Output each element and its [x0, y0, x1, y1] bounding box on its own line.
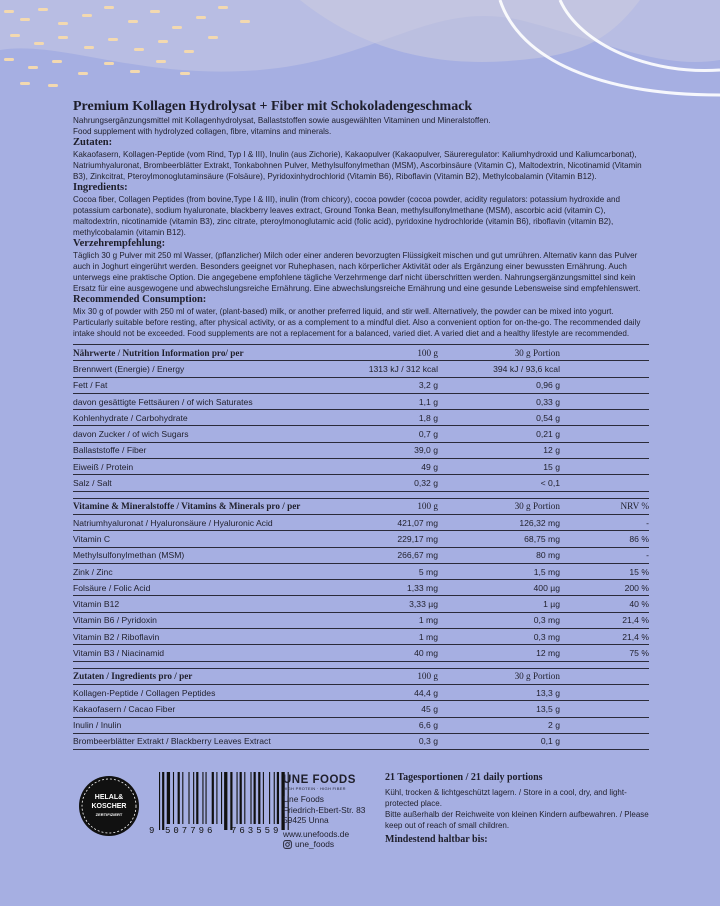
vitamins-header-row-cell: 30 g Portion [438, 498, 560, 514]
vitamins-row-cell: 1 µg [438, 596, 560, 612]
nutrition-row-cell [560, 393, 649, 409]
nutrition-row-cell: 49 g [343, 459, 438, 475]
consumption-heading: Recommended Consumption: [73, 294, 207, 305]
vitamins-row-cell: 68,75 mg [438, 531, 560, 547]
brand-logo: UNE FOODS [283, 774, 356, 786]
ingredients-row-cell [560, 733, 649, 749]
barcode-bar [221, 772, 222, 824]
badge-line2: KOSCHER [91, 803, 127, 810]
vitamins-row-cell: 266,67 mg [343, 547, 438, 563]
label-content [73, 99, 649, 750]
instagram-icon [283, 840, 292, 849]
children-text: Bitte außerhalb der Reichweite von kleinen Kindern aufbewahren. / Please keep out of reach of small children. [385, 810, 649, 830]
vitamins-row-cell: 1 mg [343, 629, 438, 645]
vitamins-row-cell: 1,5 mg [438, 563, 560, 579]
barcode-bar [274, 772, 275, 824]
nutrition-row [73, 442, 649, 458]
vitamins-row-cell: 21,4 % [560, 612, 649, 628]
website-link[interactable]: www.unefoods.de [283, 828, 350, 839]
nutrition-row-cell: 1313 kJ / 312 kcal [343, 361, 438, 377]
ingredients-row-cell [560, 701, 649, 717]
vitamins-row [73, 596, 649, 612]
ingredients-row-cell: Brombeerblätter Extrakt / Blackberry Leaves Extract [73, 733, 343, 749]
nutrition-row-cell: 39,0 g [343, 442, 438, 458]
barcode-bar [188, 772, 189, 824]
brand-tagline: HIGH PROTEIN · HIGH FIBER [283, 786, 346, 791]
barcode-bar [224, 772, 227, 830]
vitamins-row-cell: 40 % [560, 596, 649, 612]
vitamins-row-cell: 40 mg [343, 645, 438, 661]
vitamins-row-cell: Vitamin C [73, 531, 343, 547]
ingredients-row-cell: 2 g [438, 717, 560, 733]
barcode-bar [250, 772, 251, 824]
vitamins-row-cell: 1 mg [343, 612, 438, 628]
nutrition-row [73, 377, 649, 393]
instagram-handle[interactable] [283, 839, 383, 850]
vitamins-row-cell: 15 % [560, 563, 649, 579]
nutrition-row [73, 361, 649, 377]
nutrition-row [73, 475, 649, 491]
footer-area [73, 772, 649, 862]
nutrition-row-cell: 0,7 g [343, 426, 438, 442]
ingredients-row-cell [560, 717, 649, 733]
vitamins-row-cell: Vitamin B6 / Pyridoxin [73, 612, 343, 628]
barcode-bar [202, 772, 203, 824]
consumption-text: Mix 30 g of powder with 250 ml of water, (plant-based) milk, or another preferred liquid, and stir well. Alternatively, the powder can be mixed into yogurt. Particularly suitable before resting, after physical activity, or as a complement to a mindful diet. Also a convenient option for on-the-go. The recommended daily intake should not be exceeded. Food supplements are not a replacement for a balanced, varied diet. A varied diet and a healthy lifestyle are recommended. [73, 307, 641, 338]
nutrition-row [73, 426, 649, 442]
vitamins-row-cell: 21,4 % [560, 629, 649, 645]
nutrition-header-row-cell: 30 g Portion [438, 345, 560, 361]
vitamins-row-cell: 229,17 mg [343, 531, 438, 547]
nutrition-row-cell: 0,54 g [438, 410, 560, 426]
nutrition-header-row-cell: 100 g [343, 345, 438, 361]
vitamins-row-cell: - [560, 547, 649, 563]
vitamins-row-cell: Folsäure / Folic Acid [73, 580, 343, 596]
barcode-bar [240, 772, 242, 824]
nutrition-row [73, 410, 649, 426]
ingredients-row-cell: 44,4 g [343, 684, 438, 700]
nutrition-row-cell: < 0,1 [438, 475, 560, 491]
vitamins-row-cell: 5 mg [343, 563, 438, 579]
ingredients-row [73, 701, 649, 717]
nutrition-row-cell: davon gesättigte Fettsäuren / of wich Saturates [73, 393, 343, 409]
ingredients-row [73, 684, 649, 700]
nutrition-row-cell [560, 442, 649, 458]
storage-text: Kühl, trocken & lichtgeschützt lagern. / Store in a cool, dry, and light-protected place. [385, 788, 627, 808]
ingredients-row-cell: Kakaofasern / Cacao Fiber [73, 701, 343, 717]
barcode-bar [277, 772, 279, 824]
nutrition-row-cell [560, 361, 649, 377]
ingredients-text: Cocoa fiber, Collagen Peptides (from bovine,Type I & III), inulin (from chicory), cocoa powder (cocoa powder, acidity regulators: potassium hydroxide and potassium carbonate), sodium hyaluronate, blackberry leaves extract, Ground Tonka Bean, methylsulfonylmethane (MSM), ascorbic acid (vitamin C), maltodextrin, nicotinamide (vitamin B3), zinc citrate, pteroylmonoglutamic acid (folic acid), pyridoxine hydrochloride (vitamin B6), riboflavin (vitamin B2), methylcobalamin (vitamin B12). [73, 195, 621, 237]
vitamins-row-cell: 75 % [560, 645, 649, 661]
barcode-bar [216, 772, 217, 824]
ingredients-row-cell: 45 g [343, 701, 438, 717]
ingredients-heading: Ingredients: [73, 182, 128, 193]
vitamins-row-cell: 0,3 mg [438, 612, 560, 628]
nutrition-row [73, 393, 649, 409]
barcode-group1: 507796 [165, 826, 216, 836]
zutaten-text: Kakaofasern, Kollagen-Peptide (vom Rind, Typ I & III), Inulin (aus Zichorie), Kakaopulver (Kakaopulver, Säureregulator: Kaliumhydroxid und Kaliumcarbonat), Natriumhyaluronat, Brombeerblätter Extrakt, Tonkabohnen Pulver, Methylsulfonylmethan (MSM), Ascorbinsäure (Vitamin C), Maltodextrin, Nicotinamid (Vitamin B3), Zinkcitrat, Pteroylmonoglutaminsäure (Folsäure), Pyridoxinhydrochlorid (Vitamin B6), Riboflavin (Vitamin B2), Methylcobalamin (Vitamin B12). [73, 150, 642, 181]
vitamins-row-cell: Vitamin B12 [73, 596, 343, 612]
barcode-bar [230, 772, 232, 830]
halal-kosher-badge-icon [77, 774, 141, 838]
address-line-1: Une Foods [283, 794, 324, 804]
barcode-bar [173, 772, 174, 824]
vitamins-row-cell: 400 µg [438, 580, 560, 596]
nutrition-row-cell: davon Zucker / of wich Sugars [73, 426, 343, 442]
verzehr-heading: Verzehrempfehlung: [73, 238, 166, 249]
vitamins-row [73, 612, 649, 628]
ingredients-header-row [73, 668, 649, 684]
vitamins-row-cell: 12 mg [438, 645, 560, 661]
address-line-2: Friedrich-Ebert-Str. 83 [283, 804, 366, 815]
intro-de: Nahrungsergänzungsmittel mit Kollagenhydrolysat, Ballaststoffen sowie ausgewählten Vitaminen und Mineralstoffen. [73, 116, 491, 125]
vitamins-row-cell: 421,07 mg [343, 514, 438, 530]
ingredients-row-cell: Kollagen-Peptide / Collagen Peptides [73, 684, 343, 700]
nutrition-row-cell: Kohlenhydrate / Carbohydrate [73, 410, 343, 426]
vitamins-row [73, 514, 649, 530]
vitamins-header-row-cell: Vitamine & Mineralstoffe / Vitamins & Minerals pro / per [73, 498, 343, 514]
barcode-bar [237, 772, 238, 824]
vitamins-row-cell: 86 % [560, 531, 649, 547]
vitamins-row-cell: Methylsulfonylmethan (MSM) [73, 547, 343, 563]
vitamins-row-cell: 80 mg [438, 547, 560, 563]
ingredients-row-cell: 13,5 g [438, 701, 560, 717]
nutrition-row [73, 459, 649, 475]
ingredients-header-row-cell: 30 g Portion [438, 668, 560, 684]
nutrition-row-cell [560, 459, 649, 475]
nutrition-row-cell: Fett / Fat [73, 377, 343, 393]
nutrition-row-cell: 1,8 g [343, 410, 438, 426]
verzehr-text: Täglich 30 g Pulver mit 250 ml Wasser, (pflanzlicher) Milch oder einer anderen bevorzugten Flüssigkeit mischen und gut umrühren. Alternativ kann das Pulver auch in Joghurt eingerührt werden. Besonders geeignet vor Ruhephasen, nach körperlicher Aktivität oder als Ergänzung einer bewussten Ernährung. Auch unterwegs eine praktische Option. Die angegebene empfohlene tägliche Verzehrmenge darf nicht überschritten werden. Nahrungsergänzungsmittel sind kein Ersatz für eine ausgewogene und abwechslungsreiche Ernährung. Eine abwechslungsreiche Ernährung und eine gesunde Lebensweise sind empfehlenswert. [73, 251, 641, 293]
brand-block [283, 774, 383, 850]
nutrition-row-cell: 15 g [438, 459, 560, 475]
badge-line3: ZERTIFIZIERT [95, 812, 123, 817]
nutrition-table [73, 344, 649, 750]
vitamins-row [73, 629, 649, 645]
barcode-bar [244, 772, 245, 824]
best-before: Mindestend haltbar bis: [385, 834, 488, 845]
vitamins-row-cell: Zink / Zinc [73, 563, 343, 579]
nutrition-row-cell: 3,2 g [343, 377, 438, 393]
vitamins-row-cell: Vitamin B2 / Riboflavin [73, 629, 343, 645]
vitamins-row-cell: 200 % [560, 580, 649, 596]
ingredients-row-cell [560, 684, 649, 700]
nutrition-row-cell: 0,33 g [438, 393, 560, 409]
vitamins-row-cell: - [560, 514, 649, 530]
ingredients-row-cell: Inulin / Inulin [73, 717, 343, 733]
vitamins-row-cell: Natriumhyaluronat / Hyaluronsäure / Hyaluronic Acid [73, 514, 343, 530]
table-gap [73, 491, 649, 498]
vitamins-header-row-cell: 100 g [343, 498, 438, 514]
barcode-bar [196, 772, 198, 824]
ingredients-header-row-cell: Zutaten / Ingredients pro / per [73, 668, 343, 684]
vitamins-row-cell: Vitamin B3 / Niacinamid [73, 645, 343, 661]
barcode-bar [178, 772, 180, 824]
vitamins-row [73, 645, 649, 661]
badge-line1: HELAL& [94, 794, 124, 801]
nutrition-row-cell: 0,21 g [438, 426, 560, 442]
zutaten-heading: Zutaten: [73, 137, 113, 148]
product-title: Premium Kollagen Hydrolysat + Fiber mit Schokoladengeschmack [73, 99, 473, 114]
nutrition-row-cell: 0,96 g [438, 377, 560, 393]
ingredients-row-cell: 0,1 g [438, 733, 560, 749]
instagram-label: une_foods [295, 839, 335, 849]
address-line-3: 59425 Unna [283, 815, 329, 825]
portions: 21 Tagesportionen / 21 daily portions [385, 772, 543, 783]
storage-info [385, 772, 655, 846]
vitamins-row [73, 580, 649, 596]
vitamins-header-row [73, 498, 649, 514]
nutrition-row-cell: Eiweiß / Protein [73, 459, 343, 475]
nutrition-row-cell: 0,32 g [343, 475, 438, 491]
nutrition-row-cell: 394 kJ / 93,6 kcal [438, 361, 560, 377]
barcode-bar [254, 772, 256, 824]
nutrition-row-cell: 1,1 g [343, 393, 438, 409]
barcode-bar [159, 772, 160, 830]
barcode-bar [162, 772, 164, 830]
vitamins-row [73, 531, 649, 547]
decorative-background [0, 0, 720, 100]
nutrition-row-cell: 12 g [438, 442, 560, 458]
nutrition-row-cell [560, 377, 649, 393]
nutrition-row-cell [560, 410, 649, 426]
vitamins-row [73, 563, 649, 579]
barcode-bar [182, 772, 183, 824]
barcode-group2: 763559 [231, 826, 282, 836]
ingredients-row-cell: 0,3 g [343, 733, 438, 749]
nutrition-row-cell: Ballaststoffe / Fiber [73, 442, 343, 458]
vitamins-row [73, 547, 649, 563]
vitamins-row-cell: 3,33 µg [343, 596, 438, 612]
barcode-bar [258, 772, 260, 824]
barcode-bar [167, 772, 170, 824]
ingredients-row [73, 717, 649, 733]
nutrition-row-cell [560, 426, 649, 442]
intro-en: Food supplement with hydrolyzed collagen, fibre, vitamins and minerals. [73, 127, 332, 136]
nutrition-row-cell: Salz / Salt [73, 475, 343, 491]
ingredients-row [73, 733, 649, 749]
vitamins-header-row-cell: NRV % [560, 498, 649, 514]
barcode-lead: 9 [149, 826, 155, 836]
vitamins-row-cell: 126,32 mg [438, 514, 560, 530]
ingredients-row-cell: 13,3 g [438, 684, 560, 700]
nutrition-header-row-cell [560, 345, 649, 361]
ingredients-header-row-cell: 100 g [343, 668, 438, 684]
barcode-bar [206, 772, 207, 824]
nutrition-row-cell: Brennwert (Energie) / Energy [73, 361, 343, 377]
barcode-bar [193, 772, 194, 824]
vitamins-row-cell: 1,33 mg [343, 580, 438, 596]
table-gap [73, 661, 649, 668]
barcode-bar [263, 772, 264, 824]
barcode-bar [269, 772, 270, 824]
barcode-bar [212, 772, 214, 824]
ingredients-row-cell: 6,6 g [343, 717, 438, 733]
ingredients-header-row-cell [560, 668, 649, 684]
nutrition-row-cell [560, 475, 649, 491]
nutrition-header-row [73, 345, 649, 361]
vitamins-row-cell: 0,3 mg [438, 629, 560, 645]
nutrition-header-row-cell: Nährwerte / Nutrition Information pro/ per [73, 345, 343, 361]
